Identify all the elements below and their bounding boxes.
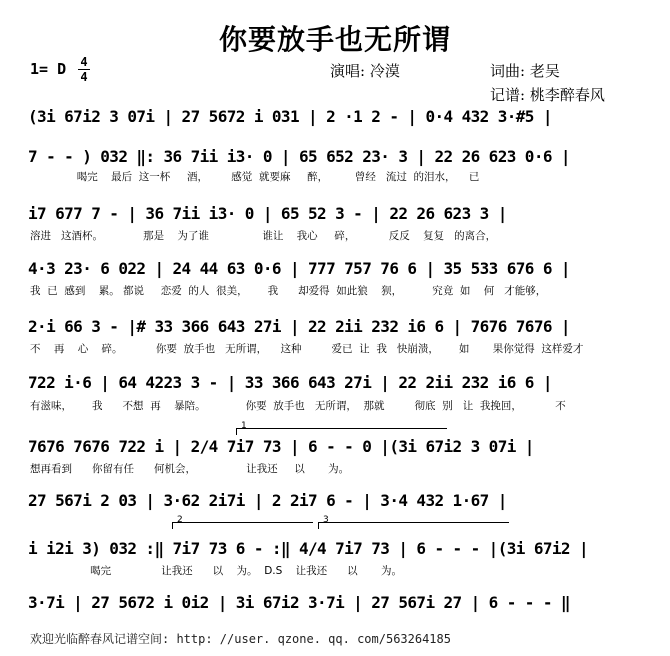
lyricist-credit: 词曲: 老吴 <box>490 62 560 80</box>
volta-bracket-3: 3 <box>318 522 509 529</box>
notation-line-6: 722 i·6 | 64 4223 3 - | 33 366 643 27i | 22 2ii 232 i6 6 | <box>28 373 552 392</box>
time-signature-bottom: 4 <box>80 70 88 84</box>
footer-credit: 欢迎光临醉春风记谱空间: http: //user. qzone. qq. com/563264185 <box>30 632 451 646</box>
volta-bracket-2: 2 <box>172 522 313 529</box>
lyric-line-7: 想再看到 你留有任 何机会， 让我还 以 为。 <box>30 463 350 475</box>
song-title: 你要放手也无所谓 <box>218 23 451 56</box>
volta-bracket-1: 1 <box>236 428 447 435</box>
notation-line-4: 4·3 23· 6 022 | 24 44 63 0·6 | 777 757 76 6 | 35 533 676 6 | <box>28 259 570 278</box>
notation-line-8: 27 567i 2 03 | 3·62 2i7i | 2 2i7 6 - | 3·4 432 1·67 | <box>28 491 507 510</box>
lyric-line-4: 我 已 感到 累。 都说 恋爱 的人 很美， 我 却爱得 如此狼 狈， 究竟 如 何 才能够， <box>30 285 547 297</box>
notation-line-1: (3i 67i2 3 07i | 27 5672 i 031 | 2 ·1 2 - | 0·4 432 3·#5 | <box>28 107 552 126</box>
notation-line-5: 2·i 66 3 - |# 33 366 643 27i | 22 2ii 232 i6 6 | 7676 7676 | <box>28 317 570 336</box>
transcriber-credit: 记谱: 桃李醉春风 <box>490 86 605 104</box>
time-signature <box>78 56 90 83</box>
notation-line-2: 7 - - ) 032 ‖: 36 7ii i3· 0 | 65 652 23· 3 | 22 26 623 0·6 | <box>28 147 570 166</box>
singer-credit: 演唱: 冷漠 <box>330 62 400 80</box>
time-signature-top: 4 <box>80 55 88 69</box>
notation-line-7: 7676 7676 722 i | 2/4 7i7 73 | 6 - - 0 |(3i 67i2 3 07i | <box>28 437 534 456</box>
notation-line-9: i i2i 3) 032 :‖ 7i7 73 6 - :‖ 4/4 7i7 73 | 6 - - - |(3i 67i2 | <box>28 539 589 558</box>
lyric-line-5: 不 再 心 碎。 你要 放手也 无所谓， 这种 爱已 让 我 快崩溃， 如 果你觉得 这样爱才 <box>30 343 584 355</box>
notation-line-10: 3·7i | 27 5672 i 0i2 | 3i 67i2 3·7i | 27 567i 27 | 6 - - - ‖ <box>28 593 570 612</box>
lyric-line-2: 喝完 最后 这一杯 酒， 感觉 就要麻 醉， 曾经 流过 的泪水， 已 <box>30 171 480 183</box>
lyric-line-3: 溶进 这酒杯。 那是 为了谁 谁让 我心 碎， 反反 复复 的离合， <box>30 230 497 242</box>
notation-line-3: i7 677 7 - | 36 7ii i3· 0 | 65 52 3 - | 22 26 623 3 | <box>28 204 507 223</box>
key-signature: 1= D <box>30 60 67 78</box>
lyric-line-6: 有滋味， 我 不想 再 暴陪。 你要 放手也 无所谓， 那就 彻底 别 让 我挽回， 不 <box>30 400 566 412</box>
lyric-line-9: 喝完 让我还 以 为。 D.S 让我还 以 为。 <box>30 565 403 577</box>
